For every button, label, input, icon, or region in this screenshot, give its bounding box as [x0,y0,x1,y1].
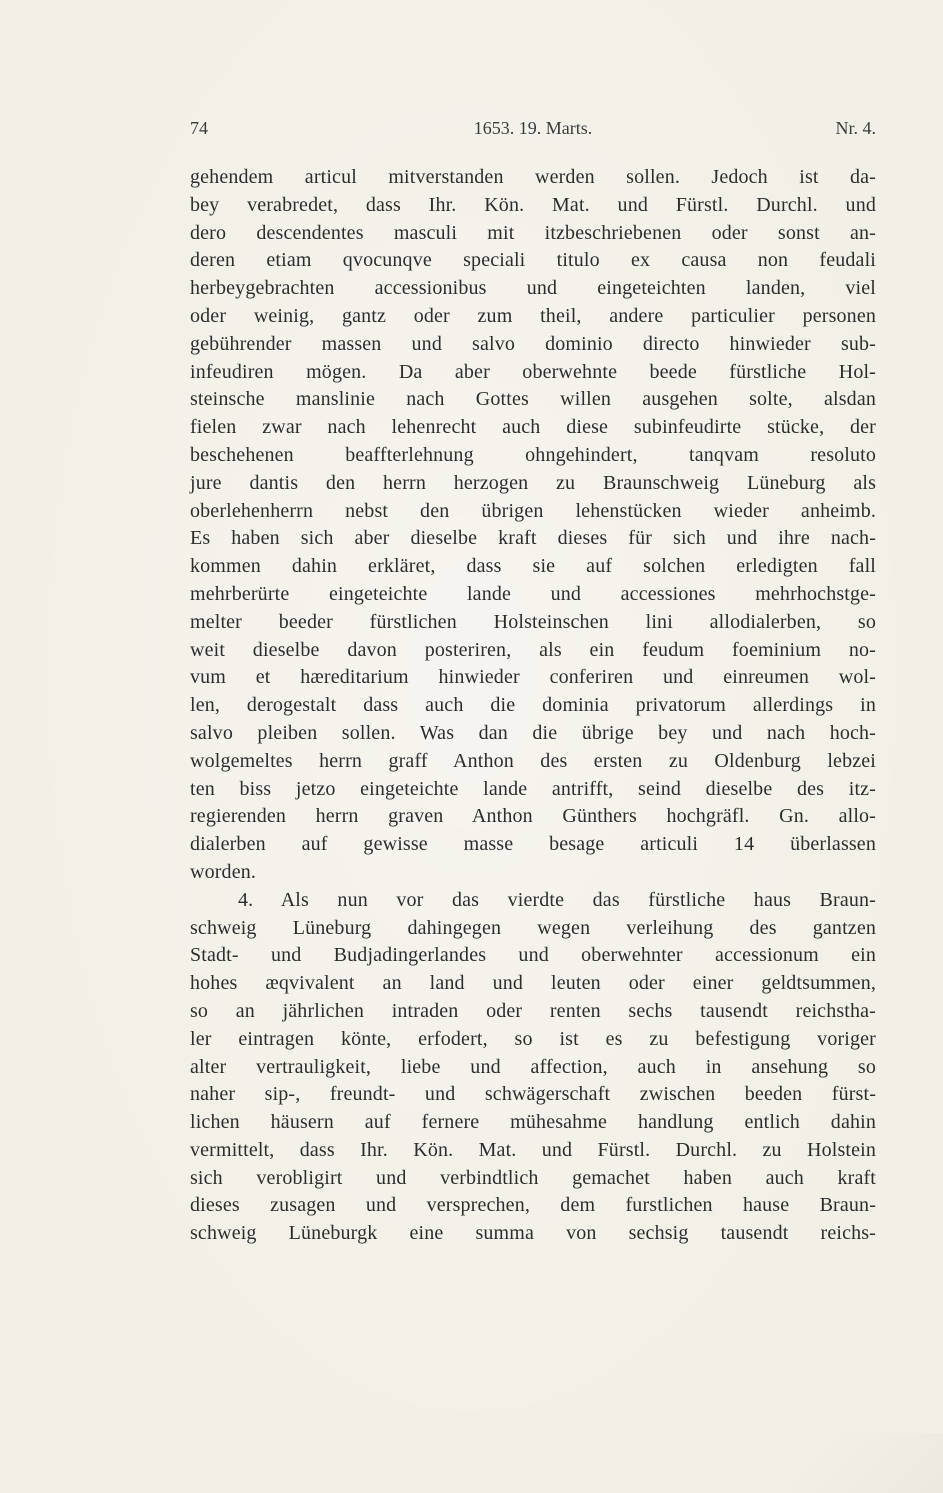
text-line: ten biss jetzo eingeteichte lande antrifft, seind dieselbe des itz- [190,777,876,800]
text-line: gebührender massen und salvo dominio directo hinwieder sub- [190,332,876,355]
text-line: beschehenen beaffterlehnung ohngehindert, tanqvam resoluto [190,443,876,466]
body-text [190,164,876,1248]
text-line: dialerben auf gewisse masse besage articuli 14 überlassen [190,833,876,856]
text-line: schweig Lüneburgk eine summa von sechsig tausendt reichs- [190,1222,876,1245]
text-line: melter beeder fürstlichen Holsteinschen lini allodialerben, so [190,610,876,633]
text-line: sich verobligirt und verbindtlich gemachet haben auch kraft [190,1166,876,1189]
text-line: naher sip-, freundt- und schwägerschaft zwischen beeden fürst- [190,1083,876,1106]
header-date: 1653. 19. Marts. [473,118,593,138]
text-line: worden. [190,860,257,883]
text-line: wolgemeltes herrn graff Anthon des ersten zu Oldenburg lebzei [190,749,876,772]
text-line: alter vertrauligkeit, liebe und affection, auch in ansehung so [190,1055,876,1078]
text-line: gehendem articul mitverstanden werden sollen. Jedoch ist da- [190,166,876,188]
text-line: hohes æqvivalent an land und leuten oder einer geldtsummen, [190,972,876,995]
paragraph-start-line: 4. Als nun vor das vierdte das fürstliche haus Braun- [238,888,876,911]
text-line: Es haben sich aber dieselbe kraft dieses für sich und ihre nach- [190,527,876,550]
text-line: vermittelt, dass Ihr. Kön. Mat. und Fürstl. Durchl. zu Holstein [190,1138,876,1161]
text-line: jure dantis den herrn herzogen zu Braunschweig Lüneburg als [190,471,876,494]
page-number: 74 [190,118,208,138]
running-header [190,118,876,142]
text-line: infeudiren mögen. Da aber oberwehnte beede fürstliche Hol- [190,360,876,383]
text-line: steinsche manslinie nach Gottes willen ausgehen solte, alsdan [190,388,876,411]
text-line: fielen zwar nach lehenrecht auch diese subinfeudirte stücke, der [190,416,876,439]
text-line: regierenden herrn graven Anthon Günthers hochgräfl. Gn. allo- [190,805,876,828]
text-line: mehrberürte eingeteichte lande und accessiones mehrhochstge- [190,582,876,605]
text-line: so an jährlichen intraden oder renten sechs tausendt reichstha- [190,999,876,1022]
text-line: ler eintragen könte, erfodert, so ist es zu befestigung voriger [190,1027,876,1050]
text-line: schweig Lüneburg dahingegen wegen verleihung des gantzen [190,916,876,939]
text-line: vum et hæreditarium hinwieder conferiren und einreumen wol- [190,666,876,689]
text-line: deren etiam qvocunqve speciali titulo ex causa non feudali [190,249,876,272]
text-line: herbeygebrachten accessionibus und eingeteichten landen, viel [190,277,876,300]
text-line: oder weinig, gantz oder zum theil, andere particulier personen [190,304,876,327]
text-line: oberlehenherrn nebst den übrigen lehenstücken wieder anheimb. [190,499,876,522]
text-line: kommen dahin erkläret, dass sie auf solchen erledigten fall [190,555,876,578]
text-line: bey verabredet, dass Ihr. Kön. Mat. und Fürstl. Durchl. und [190,193,876,216]
text-line: salvo pleiben sollen. Was dan die übrige bey und nach hoch- [190,721,876,744]
page-corner-shading [673,1433,943,1493]
text-line: dieses zusagen und versprechen, dem furstlichen hause Braun- [190,1194,876,1217]
document-number: Nr. 4. [835,118,876,138]
text-line: weit dieselbe davon posteriren, als ein feudum foeminium no- [190,638,876,661]
text-line: Stadt- und Budjadingerlandes und oberwehnter accessionum ein [190,944,876,967]
text-line: dero descendentes masculi mit itzbeschriebenen oder sonst an- [190,221,876,244]
text-line: len, derogestalt dass auch die dominia privatorum allerdings in [190,694,876,717]
text-line: lichen häusern auf fernere mühesahme handlung entlich dahin [190,1111,876,1134]
